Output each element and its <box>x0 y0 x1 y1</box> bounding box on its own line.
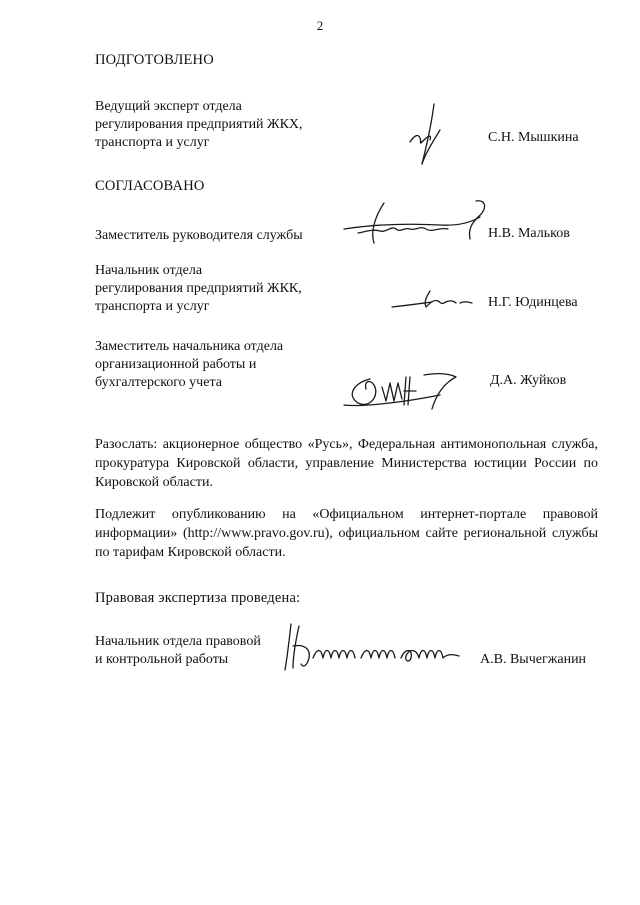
distribution-paragraph: Разослать: акционерное общество «Русь», Федеральная антимонопольная служба, прокуратура Кировской области, управление Министерства юстиции России по Кировской области. <box>95 437 598 490</box>
signer-zhuykov-name: Д.А. Жуйков <box>490 373 567 388</box>
signature-zhuykov <box>340 365 470 415</box>
prepared-name: С.Н. Мышкина <box>488 130 579 145</box>
position-line: Ведущий эксперт отдела <box>95 99 242 114</box>
position-line: Начальник отдела правовой <box>95 634 261 649</box>
position-line: транспорта и услуг <box>95 299 210 314</box>
legal-review-name: А.В. Вычегжанин <box>480 652 587 667</box>
legal-review-position <box>95 633 261 669</box>
agreed-heading: СОГЛАСОВАНО <box>95 178 205 194</box>
signature-malkov <box>340 195 490 255</box>
position-line: регулирования предприятий ЖКК, <box>95 281 302 296</box>
position-line: организационной работы и <box>95 357 257 372</box>
signature-vychegzhanin <box>283 618 468 678</box>
prepared-position <box>95 98 303 152</box>
position-line: бухгалтерского учета <box>95 375 222 390</box>
position-line: и контрольной работы <box>95 652 229 667</box>
signer-yudintseva-name: Н.Г. Юдинцева <box>488 295 578 310</box>
signature-yudintseva <box>390 285 480 315</box>
legal-review-heading: Правовая экспертиза проведена: <box>95 590 301 606</box>
prepared-heading: ПОДГОТОВЛЕНО <box>95 52 214 68</box>
publication-paragraph: Подлежит опубликованию на «Официальном интернет-портале правовой информации» (http://www.pravo.gov.ru), официальном сайте региональной службы по тарифам Кировской области. <box>95 507 598 560</box>
signature-myshkina <box>400 100 450 170</box>
signer-yudintseva-position <box>95 262 302 316</box>
page-number: 2 <box>316 18 324 33</box>
position-line: регулирования предприятий ЖКХ, <box>95 117 303 132</box>
position-line: Заместитель руководителя службы <box>95 228 303 243</box>
signer-malkov-position <box>95 227 303 245</box>
signer-malkov-name: Н.В. Мальков <box>488 226 570 241</box>
position-line: Начальник отдела <box>95 263 203 278</box>
position-line: транспорта и услуг <box>95 135 210 150</box>
position-line: Заместитель начальника отдела <box>95 339 284 354</box>
signer-zhuykov-position <box>95 338 283 392</box>
